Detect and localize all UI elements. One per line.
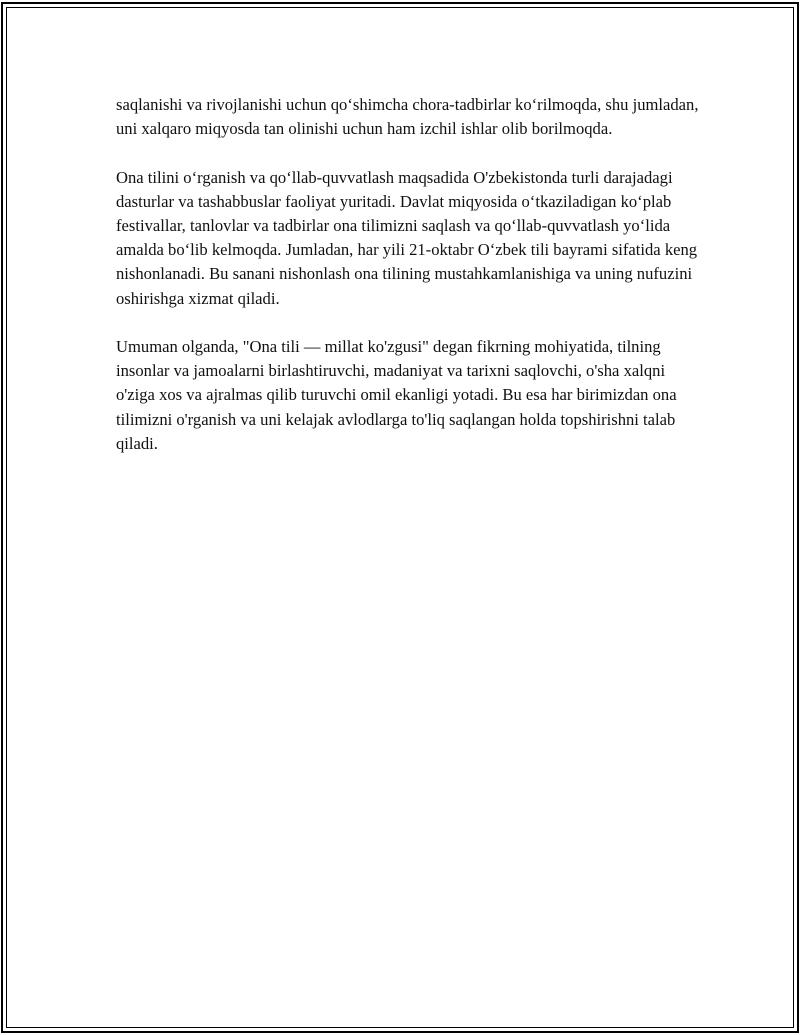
paragraph-2: Ona tilini o‘rganish va qo‘llab-quvvatlash maqsadida O'zbekistonda turli darajadagi dasturlar va tashabbuslar faoliyat yuritadi. Davlat miqyosida o‘tkaziladigan ko‘plab festivallar, tanlovlar va tadbirlar ona tilimizni saqlash va qo‘llab-quvvatlash yo‘lida amalda bo‘lib kelmoqda. Jumladan, har yili 21-oktabr O‘zbek tili bayrami sifatida keng nishonlanadi. Bu sanani nishonlash ona tilining mustahkamlanishiga va uning nufuzini oshirishga xizmat qiladi. [116, 167, 698, 308]
document-body [116, 93, 702, 480]
paragraph-3: Umuman olganda, "Ona tili — millat ko'zgusi" degan fikrning mohiyatida, tilning insonlar va jamoalarni birlashtiruvchi, madaniyat va tarixni saqlovchi, o'sha xalqni o'ziga xos va ajralmas qilib turuvchi omil ekanligi yotadi. Bu esa har birimizdan ona tilimizni o'rganish va uni kelajak avlodlarga to'liq saqlangan holda topshirishni talab qiladi. [116, 337, 677, 453]
paragraph-1: saqlanishi va rivojlanishi uchun qo‘shimcha chora-tadbirlar ko‘rilmoqda, shu jumladan, uni xalqaro miqyosda tan olinishi uchun ham izchil ishlar olib borilmoqda. [116, 95, 699, 139]
